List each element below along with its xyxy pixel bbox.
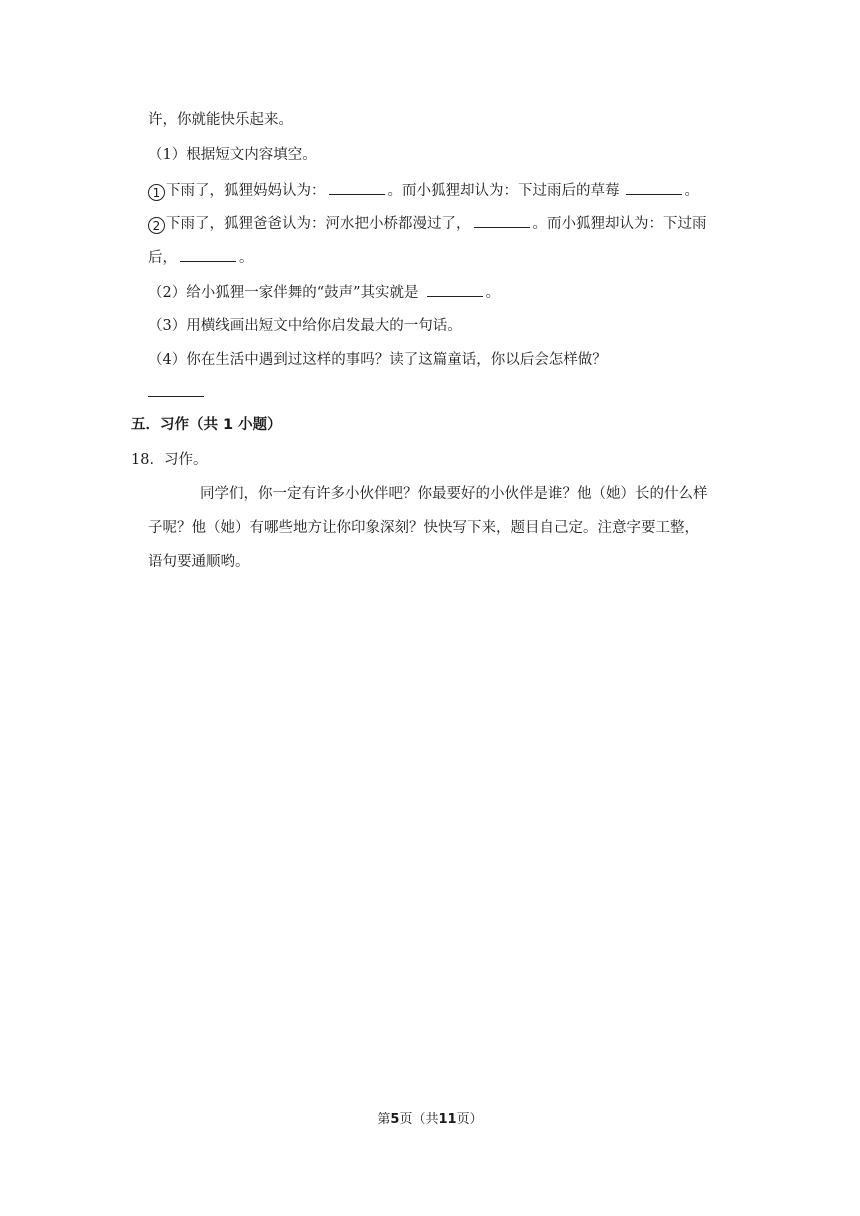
question-2: [148, 282, 500, 303]
q2-text-a: （2）给小狐狸一家伴舞的“鼓声”其实就是: [148, 285, 419, 301]
passage-tail: 许，你就能快乐起来。: [148, 112, 293, 128]
q1-item2-text-d: 。: [239, 250, 254, 266]
answer-blank[interactable]: [427, 282, 483, 297]
question-18-line-3: 语句要通顺哟。: [148, 554, 250, 570]
page-footer: [0, 1111, 860, 1129]
q1-item1-text-a: 下雨了，狐狸妈妈认为：: [166, 183, 326, 199]
q1-item2-text-c: 后，: [148, 250, 177, 266]
footer-prefix: 第: [377, 1112, 391, 1127]
answer-blank[interactable]: [180, 247, 236, 262]
footer-suffix: 页）: [456, 1112, 483, 1127]
answer-blank[interactable]: [626, 180, 682, 195]
answer-blank[interactable]: [474, 213, 530, 228]
question-4: （4）你在生活中遇到过这样的事吗？读了这篇童话，你以后会怎样做？: [148, 352, 607, 368]
footer-mid: 页（共: [399, 1112, 439, 1127]
question-3: （3）用横线画出短文中给你启发最大的一句话。: [148, 318, 462, 334]
footer-page-number: 5: [390, 1112, 400, 1127]
q1-item1-text-c: 。: [684, 183, 699, 199]
circled-number-1: 1: [148, 184, 165, 201]
circled-number-2: 2: [148, 217, 165, 234]
question-1-prompt: （1）根据短文内容填空。: [148, 147, 317, 163]
q2-text-b: 。: [485, 285, 501, 301]
q1-item1-text-b: 。而小狐狸却认为：下过雨后的草莓: [387, 183, 620, 199]
question-1-item-2-cont: [148, 247, 254, 268]
q1-item2-text-b: 。而小狐狸却认为：下过雨: [532, 216, 707, 232]
footer-total-pages: 11: [438, 1112, 457, 1127]
q1-item2-text-a: 下雨了，狐狸爸爸认为：河水把小桥都漫过了，: [166, 216, 471, 232]
question-1-item-1: [148, 180, 699, 201]
answer-blank[interactable]: [329, 180, 385, 195]
question-1-item-2: [148, 213, 707, 234]
question-18-label: 18．习作。: [131, 452, 208, 468]
section-5-heading: 五．习作（共 1 小题）: [131, 417, 282, 433]
question-18-line-1: 同学们，你一定有许多小伙伴吧？你最要好的小伙伴是谁？他（她）长的什么样: [200, 486, 708, 502]
answer-blank-q4[interactable]: [148, 396, 204, 397]
question-18-line-2: 子呢？他（她）有哪些地方让你印象深刻？快快写下来，题目自己定。注意字要工整，: [148, 520, 699, 536]
